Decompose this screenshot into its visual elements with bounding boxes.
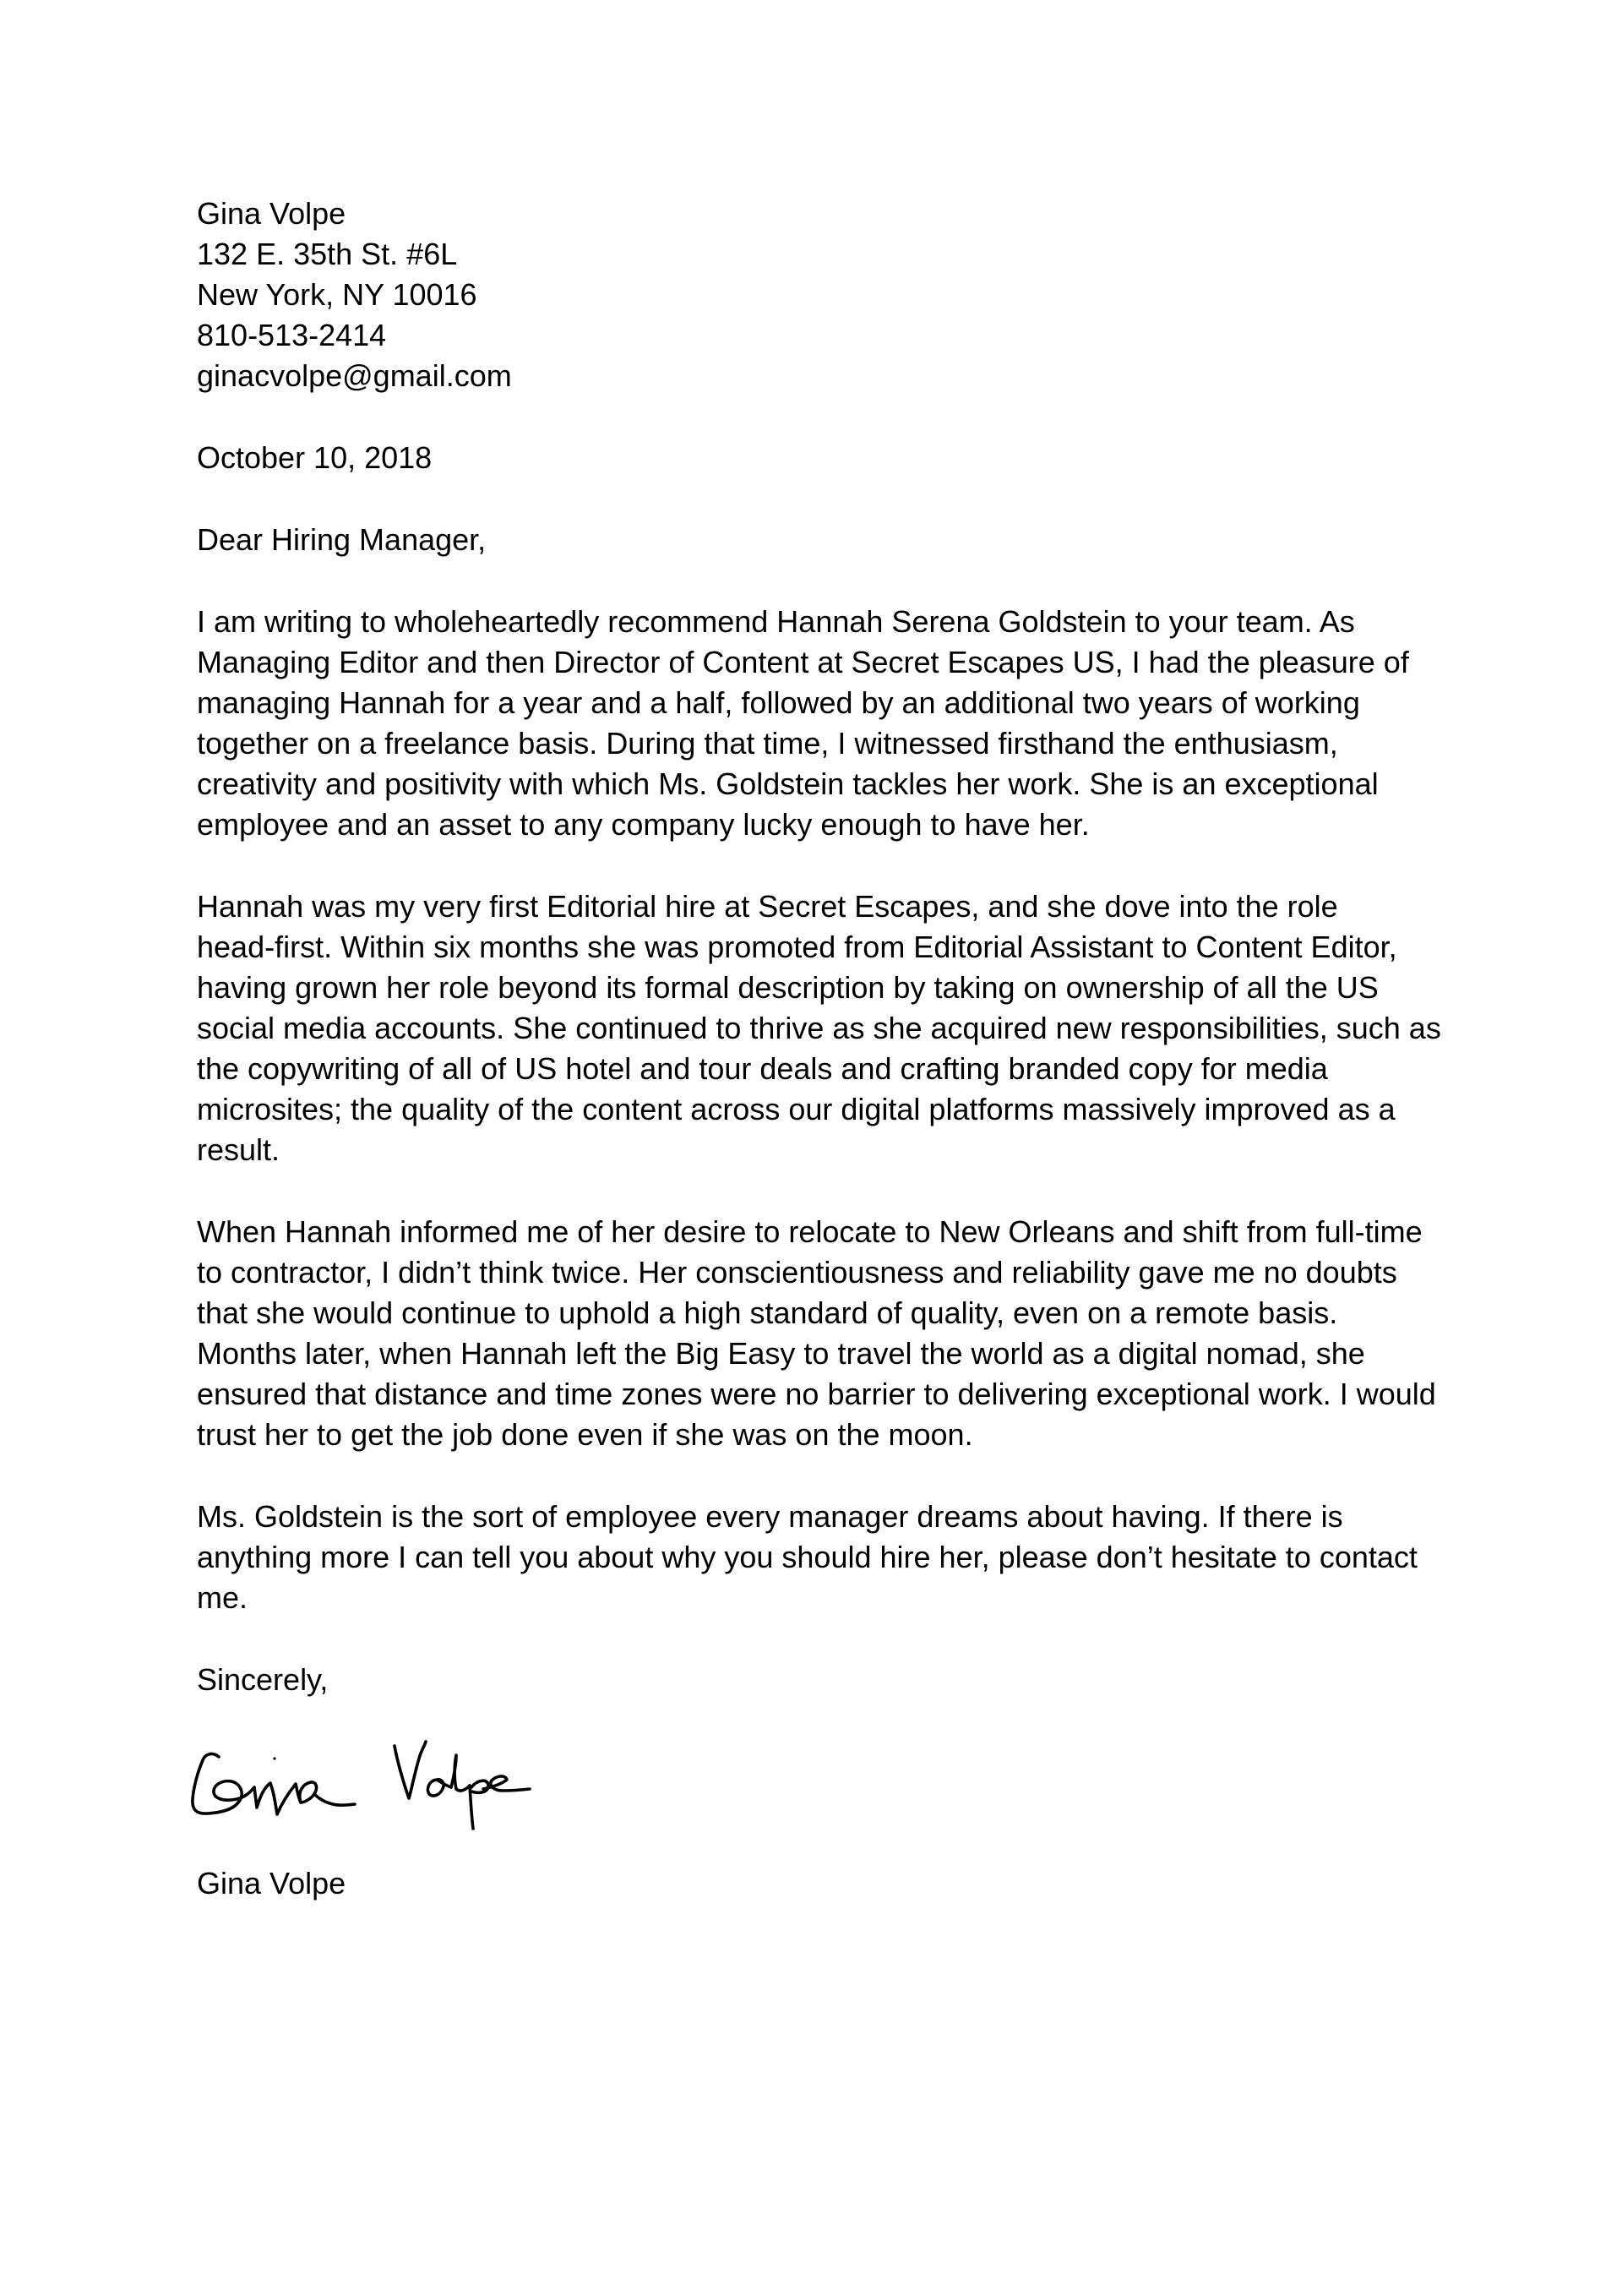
paragraph-line: microsites; the quality of the content across our digital platforms massively improved as a [197, 1092, 1396, 1126]
paragraph-line: that she would continue to uphold a high standard of quality, even on a remote basis. [197, 1295, 1338, 1330]
paragraph-line: Managing Editor and then Director of Content at Secret Escapes US, I had the pleasure of [197, 645, 1409, 679]
sender-address-block [197, 194, 1439, 396]
paragraph-line: result. [197, 1132, 280, 1167]
closing-text: Sincerely, [197, 1662, 329, 1697]
salutation [197, 520, 1439, 560]
body-paragraph-4 [197, 1497, 1439, 1618]
sender-email: ginacvolpe@gmail.com [197, 358, 512, 393]
paragraph-line: head-first. Within six months she was promoted from Editorial Assistant to Content Editor, [197, 930, 1397, 964]
sender-street: 132 E. 35th St. #6L [197, 237, 458, 271]
signer-name-block [197, 1863, 1439, 1904]
signature [197, 1700, 1439, 1863]
body-paragraph-1 [197, 602, 1439, 845]
letter [197, 194, 1439, 1904]
paragraph-line: I am writing to wholeheartedly recommend Hannah Serena Goldstein to your team. As [197, 604, 1355, 639]
paragraph-line: Months later, when Hannah left the Big Easy to travel the world as a digital nomad, she [197, 1336, 1365, 1371]
paragraph-line: Ms. Goldstein is the sort of employee every manager dreams about having. If there is [197, 1499, 1343, 1534]
paragraph-line: together on a freelance basis. During that time, I witnessed firsthand the enthusiasm, [197, 726, 1338, 761]
paragraph-line: having grown her role beyond its formal description by taking on ownership of all the US [197, 970, 1379, 1005]
closing [197, 1660, 1439, 1700]
body-paragraph-3 [197, 1212, 1439, 1455]
paragraph-line: me. [197, 1580, 248, 1615]
paragraph-line: social media accounts. She continued to thrive as she acquired new responsibilities, such as [197, 1011, 1441, 1045]
paragraph-line: employee and an asset to any company lucky enough to have her. [197, 807, 1090, 842]
paragraph-line: Hannah was my very first Editorial hire at Secret Escapes, and she dove into the role [197, 889, 1338, 924]
paragraph-line: trust her to get the job done even if she was on the moon. [197, 1417, 973, 1452]
letter-date [197, 438, 1439, 478]
paragraph-line: ensured that distance and time zones were no barrier to delivering exceptional work. I would [197, 1377, 1436, 1411]
paragraph-line: to contractor, I didn’t think twice. Her conscientiousness and reliability gave me no doubts [197, 1255, 1397, 1290]
paragraph-line: creativity and positivity with which Ms. Goldstein tackles her work. She is an exceptional [197, 766, 1379, 801]
paragraph-line: managing Hannah for a year and a half, followed by an additional two years of working [197, 685, 1360, 720]
paragraph-line: When Hannah informed me of her desire to relocate to New Orleans and shift from full-time [197, 1214, 1423, 1249]
date-text: October 10, 2018 [197, 440, 433, 475]
signer-name: Gina Volpe [197, 1866, 346, 1901]
sender-city-state-zip: New York, NY 10016 [197, 277, 477, 312]
salutation-text: Dear Hiring Manager, [197, 522, 487, 557]
paragraph-line: anything more I can tell you about why you should hire her, please don’t hesitate to contact [197, 1540, 1418, 1574]
body-paragraph-2 [197, 886, 1439, 1170]
sender-phone: 810-513-2414 [197, 318, 387, 352]
sender-name: Gina Volpe [197, 196, 346, 231]
paragraph-line: the copywriting of all of US hotel and tour deals and crafting branded copy for media [197, 1051, 1328, 1086]
